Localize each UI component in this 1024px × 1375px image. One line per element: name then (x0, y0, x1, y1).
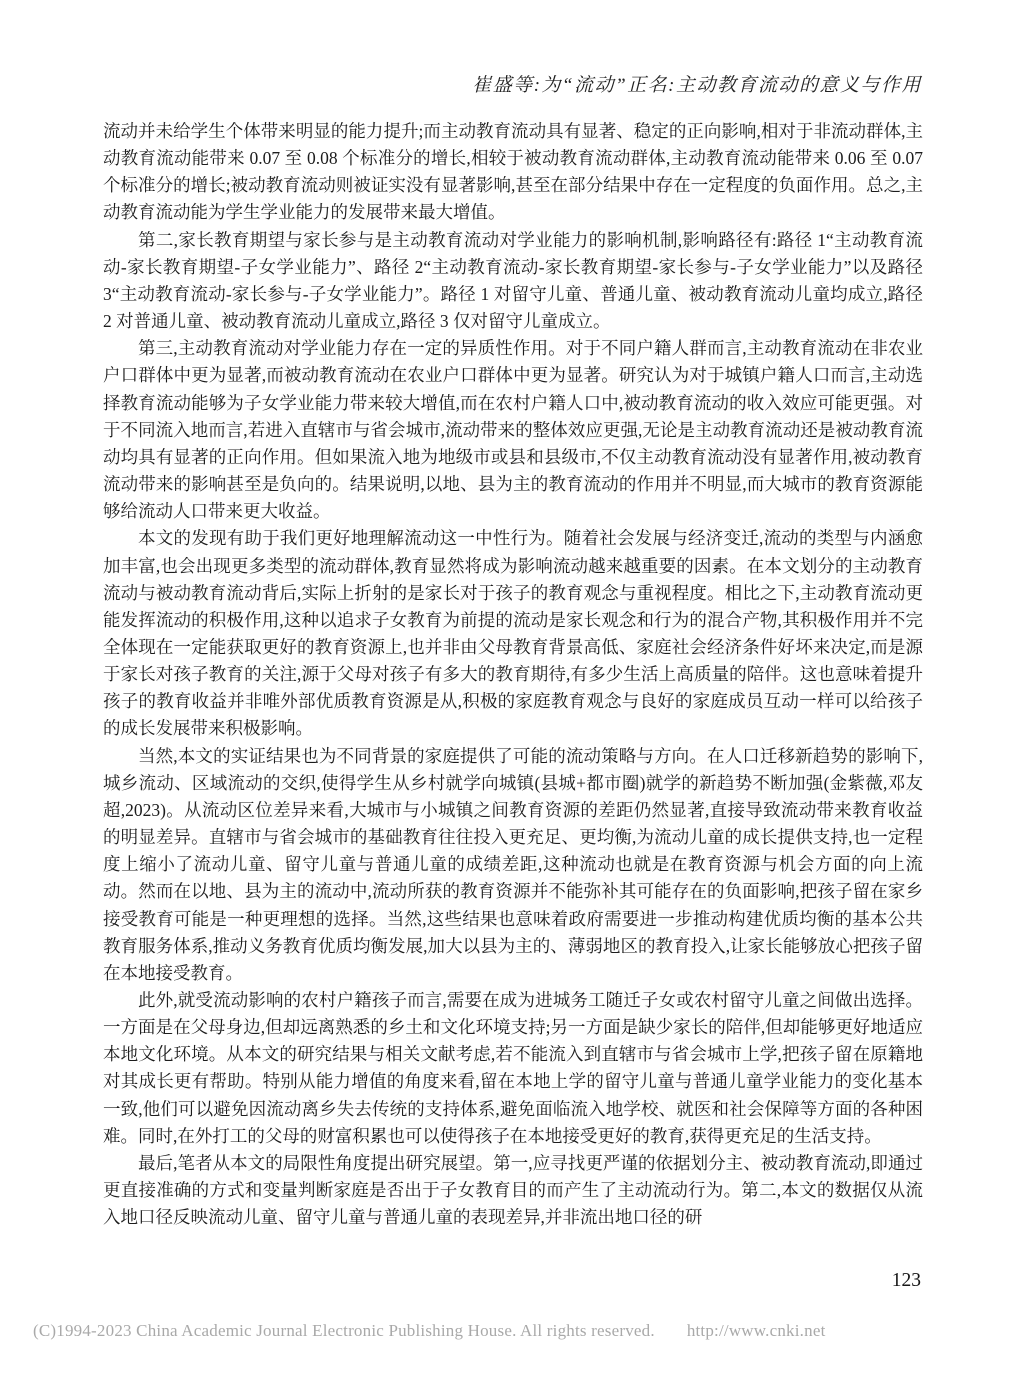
body-paragraph: 当然,本文的实证结果也为不同背景的家庭提供了可能的流动策略与方向。在人口迁移新趋势的影响下,城乡流动、区域流动的交织,使得学生从乡村就学向城镇(县城+都市圈)就学的新趋势不断加强(金紫薇,邓友超,2023)。从流动区位差异来看,大城市与小城镇之间教育资源的差距仍然显著,直接导致流动带来教育收益的明显差异。直辖市与省会城市的基础教育往往投入更充足、更均衡,为流动儿童的成长提供支持,也一定程度上缩小了流动儿童、留守儿童与普通儿童的成绩差距,这种流动也就是在教育资源与机会方面的向上流动。然而在以地、县为主的流动中,流动所获的教育资源并不能弥补其可能存在的负面影响,把孩子留在家乡接受教育可能是一种更理想的选择。当然,这些结果也意味着政府需要进一步推动构建优质均衡的基本公共教育服务体系,推动义务教育优质均衡发展,加大以县为主的、薄弱地区的教育投入,让家长能够放心把孩子留在本地接受教育。 (103, 745, 923, 983)
body-paragraph: 最后,笔者从本文的局限性角度提出研究展望。第一,应寻找更严谨的依据划分主、被动教育流动,即通过更直接准确的方式和变量判断家庭是否出于子女教育目的而产生了主动流动行为。第二,本文的数据仅从流入地口径反映流动儿童、留守儿童与普通儿童的表现差异,并非流出地口径的研 (103, 1152, 923, 1228)
page-number: 123 (891, 1270, 921, 1291)
copyright-notice: (C)1994-2023 China Academic Journal Electronic Publishing House. All rights reserved. (33, 1321, 655, 1340)
running-header: 崔盛等:为“流动”正名:主动教育流动的意义与作用 (472, 75, 922, 96)
footer-url: http://www.cnki.net (686, 1321, 826, 1340)
body-paragraph: 此外,就受流动影响的农村户籍孩子而言,需要在成为进城务工随迁子女或农村留守儿童之间做出选择。一方面是在父母身边,但却远离熟悉的乡土和文化环境支持;另一方面是缺少家长的陪伴,但却能够更好地适应本地文化环境。从本文的研究结果与相关文献考虑,若不能流入到直辖市与省会城市上学,把孩子留在原籍地对其成长更有帮助。特别从能力增值的角度来看,留在本地上学的留守儿童与普通儿童学业能力的变化基本一致,他们可以避免因流动离乡失去传统的支持体系,避免面临流入地学校、就医和社会保障等方面的各种困难。同时,在外打工的父母的财富积累也可以使得孩子在本地接受更好的教育,获得更充足的生活支持。 (103, 990, 923, 1146)
body-paragraph: 本文的发现有助于我们更好地理解流动这一中性行为。随着社会发展与经济变迁,流动的类型与内涵愈加丰富,也会出现更多类型的流动群体,教育显然将成为影响流动越来越重要的因素。在本文划分的主动教育流动与被动教育流动背后,实际上折射的是家长对于孩子的教育观念与重视程度。相比之下,主动教育流动更能发挥流动的积极作用,这种以追求子女教育为前提的流动是家长观念和行为的混合产物,其积极作用并不完全体现在一定能获取更好的教育资源上,也并非由父母教育背景高低、家庭社会经济条件好坏来决定,而是源于家长对孩子教育的关注,源于父母对孩子有多大的教育期待,有多少生活上高质量的陪伴。这也意味着提升孩子的教育收益并非唯外部优质教育资源是从,积极的家庭教育观念与良好的家庭成员互动一样可以给孩子的成长发展带来积极影响。 (103, 528, 923, 739)
article-body (103, 118, 923, 1231)
body-paragraph: 第二,家长教育期望与家长参与是主动教育流动对学业能力的影响机制,影响路径有:路径 1“主动教育流动-家长教育期望-子女学业能力”、路径 2“主动教育流动-家长教育期望-家长参与-子女学业能力”以及路径 3“主动教育流动-家长参与-子女学业能力”。路径 1 对留守儿童、普通儿童、被动教育流动儿童均成立,路径 2 对普通儿童、被动教育流动儿童成立,路径 3 仅对留守儿童成立。 (103, 229, 923, 332)
page-footer (33, 1321, 991, 1341)
body-paragraph: 第三,主动教育流动对学业能力存在一定的异质性作用。对于不同户籍人群而言,主动教育流动在非农业户口群体中更为显著,而被动教育流动在农业户口群体中更为显著。研究认为对于城镇户籍人口而言,主动选择教育流动能够为子女学业能力带来较大增值,而在农村户籍人口中,被动教育流动的收入效应可能更强。对于不同流入地而言,若进入直辖市与省会城市,流动带来的整体效应更强,无论是主动教育流动还是被动教育流动均具有显著的正向作用。但如果流入地为地级市或县和县级市,不仅主动教育流动没有显著作用,被动教育流动带来的影响甚至是负向的。结果说明,以地、县为主的教育流动的作用并不明显,而大城市的教育资源能够给流动人口带来更大收益。 (103, 338, 923, 522)
body-paragraph-continuation: 流动并未给学生个体带来明显的能力提升;而主动教育流动具有显著、稳定的正向影响,相对于非流动群体,主动教育流动能带来 0.07 至 0.08 个标准分的增长,相较于被动教育流动群体,主动教育流动能带来 0.06 至 0.07 个标准分的增长;被动教育流动则被证实没有显著影响,甚至在部分结果中存在一定程度的负面作用。总之,主动教育流动能为学生学业能力的发展带来最大增值。 (103, 121, 923, 223)
